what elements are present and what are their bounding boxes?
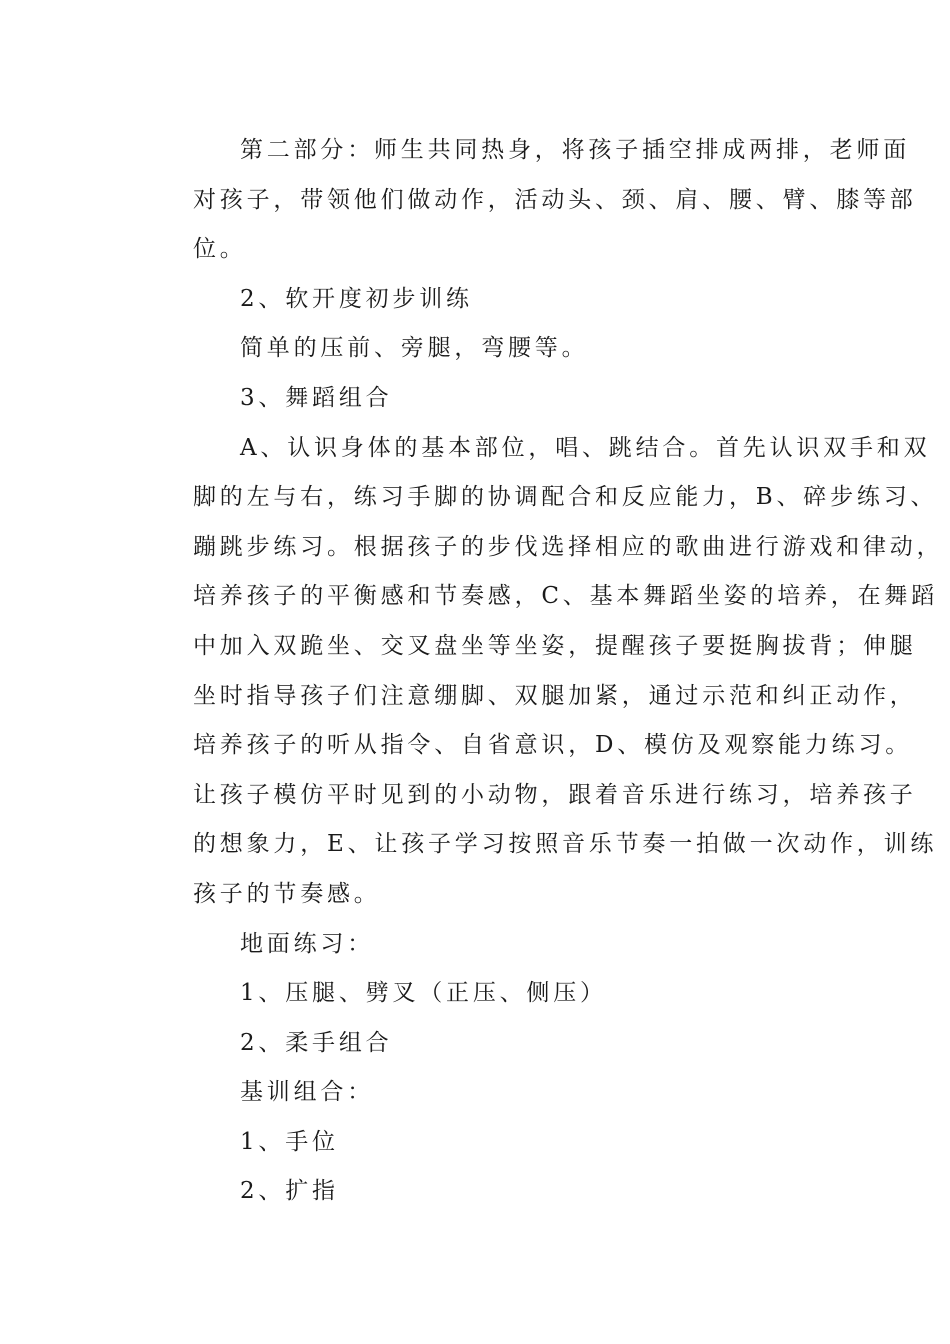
text-line: 1、压腿、劈叉（正压、侧压） <box>240 980 607 1007</box>
paragraph-warmup <box>146 126 917 275</box>
list-item-leg-press <box>146 969 810 1019</box>
text-line: 培养孩子的平衡感和节奏感，C、基本舞蹈坐姿的培养，在舞蹈 <box>193 583 938 610</box>
text-line: 2、软开度初步训练 <box>240 285 473 312</box>
text-line: 中加入双跪坐、交叉盘坐等坐姿，提醒孩子要挺胸拔背；伸腿 <box>193 632 917 659</box>
text-line: 培养孩子的听从指令、自省意识，D、模仿及观察能力练习。 <box>193 732 913 759</box>
text-line: 地面练习： <box>240 930 374 957</box>
text-line: 第二部分：师生共同热身，将孩子插空排成两排，老师面 <box>240 137 910 163</box>
text-line: 让孩子模仿平时见到的小动物，跟着音乐进行练习，培养孩子 <box>193 781 917 808</box>
document-body <box>146 126 944 1217</box>
heading-flexibility-training <box>146 275 810 325</box>
text-line: 2、柔手组合 <box>240 1029 393 1056</box>
heading-floor-exercises <box>146 920 810 970</box>
text-line: 的想象力，E、让孩子学习按照音乐节奏一拍做一次动作，训练 <box>193 831 938 858</box>
heading-dance-combination <box>146 374 810 424</box>
text-line: 1、手位 <box>240 1128 339 1155</box>
text-line: A、认识身体的基本部位，唱、跳结合。首先认识双手和双 <box>240 434 931 461</box>
heading-basic-training <box>146 1068 810 1118</box>
text-line: 2、扩指 <box>240 1178 339 1205</box>
text-line: 3、舞蹈组合 <box>240 384 393 411</box>
paragraph-dance-details <box>146 424 944 920</box>
list-item-hand-positions <box>146 1118 810 1168</box>
text-line: 脚的左与右，练习手脚的协调配合和反应能力，B、碎步练习、 <box>193 484 938 511</box>
paragraph-stretching <box>146 324 810 374</box>
text-line: 简单的压前、旁腿，弯腰等。 <box>240 335 589 362</box>
text-line: 坐时指导孩子们注意绷脚、双腿加紧，通过示范和纠正动作， <box>193 682 917 709</box>
list-item-finger-spread <box>146 1167 810 1217</box>
text-line: 对孩子，带领他们做动作，活动头、颈、肩、腰、臂、膝等部 <box>193 186 917 213</box>
text-line: 基训组合： <box>240 1079 374 1106</box>
text-line: 位。 <box>193 236 247 263</box>
text-line: 蹦跳步练习。根据孩子的步伐选择相应的歌曲进行游戏和律动， <box>193 533 944 560</box>
text-line: 孩子的节奏感。 <box>193 880 381 907</box>
list-item-soft-hands <box>146 1019 810 1069</box>
